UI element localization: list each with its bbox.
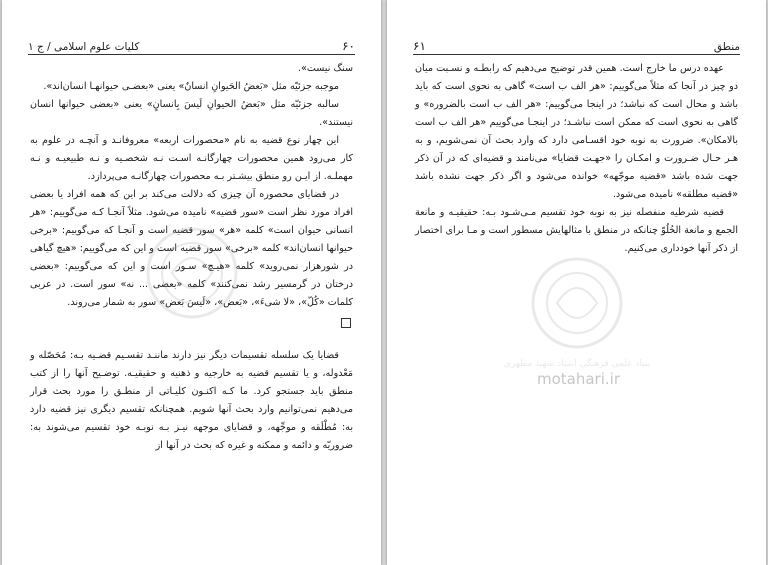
left-page-number: ۶۰: [342, 39, 355, 53]
right-page-header-title: منطق: [713, 41, 740, 53]
paragraph: عهده درس ما خارج است. همین قدر توضیح می‌دهیم که رابطـه و نسـبت میان دو چیز در آنجا که مثلاً می‌گوییم: «هر الف ب است» گاهی به نحوی است که باید باشد و محال است که نباشد؛ در اینجا می‌گوییم: «هر الف ب است بالضروره» و گاهی به نحوی است که ممکن است نباشـد؛ در اینجـا می‌گوییم «هر الف ب است بالامکان». ضرورت به نوبه خود اقسـامی دارد که وارد بحث آن نمی‌شویم، و به هـر حـال ضـرورت و امکـان را «جهـت قضایا» می‌نامند و قضیه‌ای که در آن ذکر جهت شده باشد «قضیه موجّهه» خوانده می‌شود و اگر ذکر جهت نشده باشد «قضیه مطلقه» نامیده می‌شود.: [415, 63, 738, 200]
left-page: [2, 0, 381, 565]
left-page-body: [30, 60, 353, 455]
right-page-body: [415, 60, 738, 258]
paragraph: قضیه شرطیه منفصله نیز به نوبه خود تقسیم مـی‌شـود بـه: حقیقیـه و مانعة الجمع و مانعة الخُلُوّ چنانکه در منطق با مثالهایش مسطور است و مـا برای اختصار از ذکر آنها خودداری می‌کنیم.: [415, 207, 738, 254]
left-page-header: [28, 38, 355, 55]
watermark-url: motahari.ir: [537, 370, 620, 388]
right-page: [387, 0, 766, 565]
watermark-caption: بنیاد علمی فرهنگی استاد شهید مطهری: [503, 358, 650, 369]
paragraph: قضایا یک سلسله تقسیمات دیگر نیز دارند ماننـد تقسـیم قضـیه بـه: مُحَصّله و مَعْدوله، و یا تقسیم قضیه به خارجیه و ذهنیه و حقیقیـه. توضـیح آنها را از کتب منطق باید جستجو کرد. ما کـه اکنـون کلیـاتی از منطـق را مورد بحث قرار می‌دهیم نمی‌توانیم وارد بحث آنها شویم. همچنانکه تقسیم دیگری نیز قضیه دارد به: مُطْلَقه و موجِّهه، و قضایای موجهه نیـز بـه نوبـه خود تقسیم می‌شوند به: ضروریّه و دائمه و ممکنه و غیره که بحث در آنها از: [30, 350, 353, 451]
section-end-box-icon: [341, 318, 351, 328]
paragraph: سالبه جزئیّه مثل «بَعضُ الحیوانِ لَیسَ بِانسانٍ» یعنی «بعضی حیوانها انسان نیستند».: [30, 99, 353, 128]
left-page-header-title: کلیات علوم اسلامی / ج ۱: [28, 41, 140, 53]
right-page-header: [413, 38, 740, 55]
paragraph: موجبه جزئیّه مثل «بَعضُ الحَیوانِ انسانٌ» یعنی «بعضـی حیوانهـا انسان‌اند».: [43, 81, 339, 92]
paragraph: این چهار نوع قضیه به نام «محصورات اربعه» معروفانـد و آنچـه در علوم به کار می‌رود همین محصورات چهارگانـه اسـت نـه شخصـیه و نـه طبیعیـه و نـه مهملـه. از ایـن رو منطق بیشـتر بـه محصورات چهارگانـه می‌پردازد.: [30, 135, 353, 182]
paragraph: در قضایای محصوره آن چیزی که دلالت می‌کند بر این که همه افراد یا بعضی افراد مورد نظر است «سور قضیه» نامیده می‌شود. مثلاً آنجـا کـه می‌گوییم: «هر انسانی حیوان است» کلمه «هر» سور قضیه است و آنجـا که می‌گوییم: «برخی حیوانها انسان‌اند» کلمه «برخی» سور قضیه است و این که می‌گوییم: «هیچ گیاهی در شورهزار نمی‌روید» کلمه «هیـچ» سـور است و این که می‌گوییم: «بعضی درختان در گرمسیر رشد نمی‌کنند» کلمه «بعضی ... نه» سور است. در عربی کلمات «کُلّ»، «لا شیءَ»، «بَعض»، «لَیسَ بَعض» سور به شمار می‌روند.: [30, 189, 353, 308]
right-page-number: ۶۱: [413, 39, 426, 53]
paragraph: سنگ نیست».: [297, 63, 353, 74]
seal-watermark-icon: [502, 248, 652, 378]
